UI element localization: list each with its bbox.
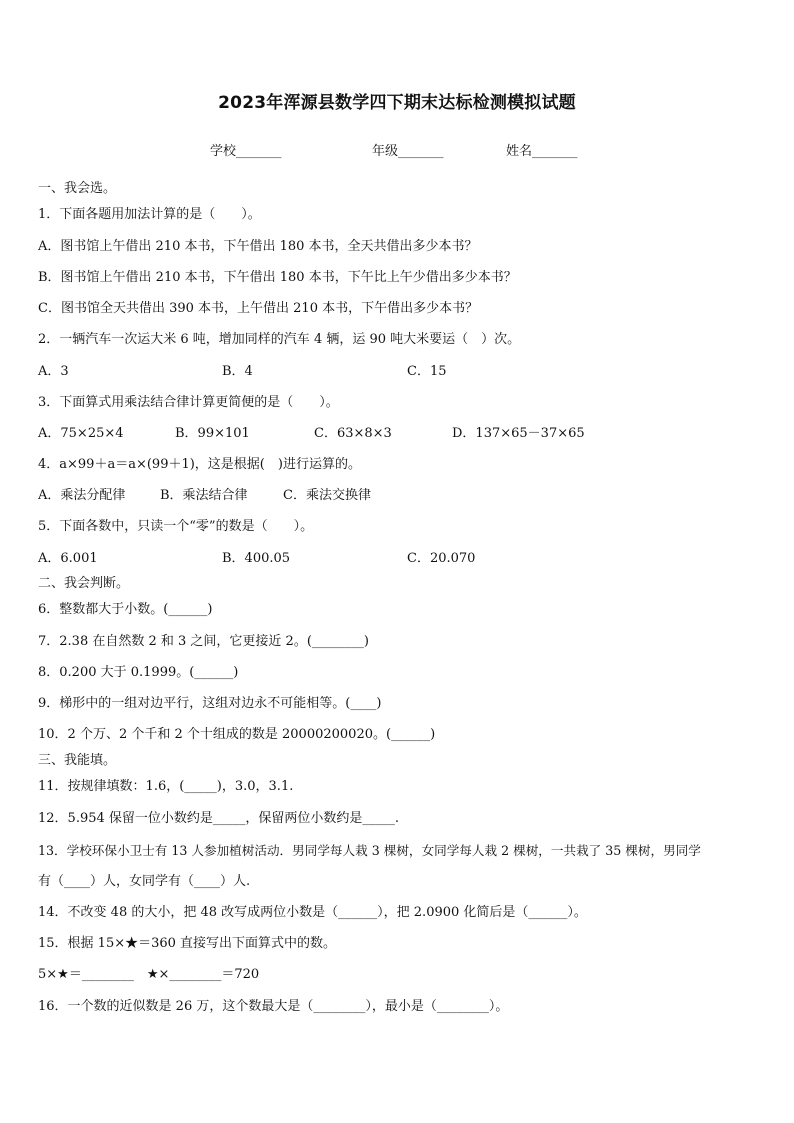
- question-3-option-c: C．63×8×3: [314, 426, 392, 441]
- question-16: 16．一个数的近似数是 26 万，这个数最大是（________），最小是（________）。: [38, 999, 509, 1014]
- section-heading-judge: 二、我会判断。: [38, 576, 130, 591]
- question-1-option-a: A．图书馆上午借出 210 本书，下午借出 180 本书，全天共借出多少本书？: [38, 239, 478, 254]
- question-2-stem: 2．一辆汽车一次运大米 6 吨，增加同样的汽车 4 辆，运 90 吨大米要运（ ）次。: [38, 332, 521, 347]
- question-1-option-c: C．图书馆全天共借出 390 本书，上午借出 210 本书，下午借出多少本书？: [38, 301, 479, 316]
- section-heading-fill: 三、我能填。: [38, 753, 117, 768]
- question-8: 8．0.200 大于 0.1999。(______): [38, 665, 239, 680]
- question-3-option-b: B．99×101: [175, 426, 250, 441]
- question-4-option-b: B．乘法结合律: [160, 488, 248, 503]
- question-1-option-b: B．图书馆上午借出 210 本书，下午借出 180 本书，下午比上午少借出多少本书？: [38, 270, 517, 285]
- question-3-option-d: D．137×65－37×65: [452, 426, 585, 441]
- section-heading-choose: 一、我会选。: [38, 181, 117, 196]
- name-field: 姓名_______: [506, 144, 578, 159]
- question-4-option-a: A．乘法分配律: [38, 488, 126, 503]
- question-3-stem: 3．下面算式用乘法结合律计算更简便的是（ ）。: [38, 395, 339, 410]
- question-12: 12．5.954 保留一位小数约是_____，保留两位小数约是_____.: [38, 811, 400, 826]
- question-15-line-2: 5×★＝________ ★×________＝720: [38, 967, 260, 982]
- question-1-stem: 1．下面各题用加法计算的是（ ）。: [38, 207, 261, 222]
- grade-field: 年级_______: [372, 144, 444, 159]
- question-11: 11．按规律填数：1.6，(_____)，3.0，3.1.: [38, 779, 294, 794]
- question-6: 6．整数都大于小数。(______): [38, 602, 213, 617]
- question-2-option-c: C．15: [407, 364, 447, 379]
- question-13-line-1: 13．学校环保小卫士有 13 人参加植树活动．男同学每人栽 3 棵树，女同学每人栽 2 棵树，一共栽了 35 棵树，男同学: [38, 843, 701, 858]
- question-2-option-b: B．4: [222, 364, 253, 379]
- question-10: 10．2 个万、2 个千和 2 个十组成的数是 20000200020。(______): [38, 727, 436, 742]
- question-5-option-c: C．20.070: [407, 551, 476, 566]
- question-4-stem: 4．a×99＋a＝a×(99＋1)，这是根据( )进行运算的。: [38, 457, 361, 472]
- question-4-option-c: C．乘法交换律: [283, 488, 371, 503]
- question-14: 14．不改变 48 的大小，把 48 改写成两位小数是（______），把 2.0900 化简后是（______）。: [38, 905, 587, 920]
- question-3-option-a: A．75×25×4: [38, 426, 124, 441]
- page-title: 2023年浑源县数学四下期末达标检测模拟试题: [218, 93, 576, 113]
- question-5-option-a: A．6.001: [38, 551, 98, 566]
- school-field: 学校_______: [210, 144, 282, 159]
- student-info-row: [0, 140, 794, 160]
- question-5-stem: 5．下面各数中，只读一个“零”的数是（ ）。: [38, 519, 314, 534]
- question-7: 7．2.38 在自然数 2 和 3 之间，它更接近 2。(________): [38, 634, 369, 649]
- question-2-option-a: A．3: [38, 364, 69, 379]
- question-9: 9．梯形中的一组对边平行，这组对边永不可能相等。(____): [38, 696, 382, 711]
- question-5-option-b: B．400.05: [222, 551, 291, 566]
- question-13-line-2: 有（____）人，女同学有（____）人.: [38, 874, 251, 889]
- question-15-stem: 15．根据 15×★＝360 直接写出下面算式中的数。: [38, 936, 337, 951]
